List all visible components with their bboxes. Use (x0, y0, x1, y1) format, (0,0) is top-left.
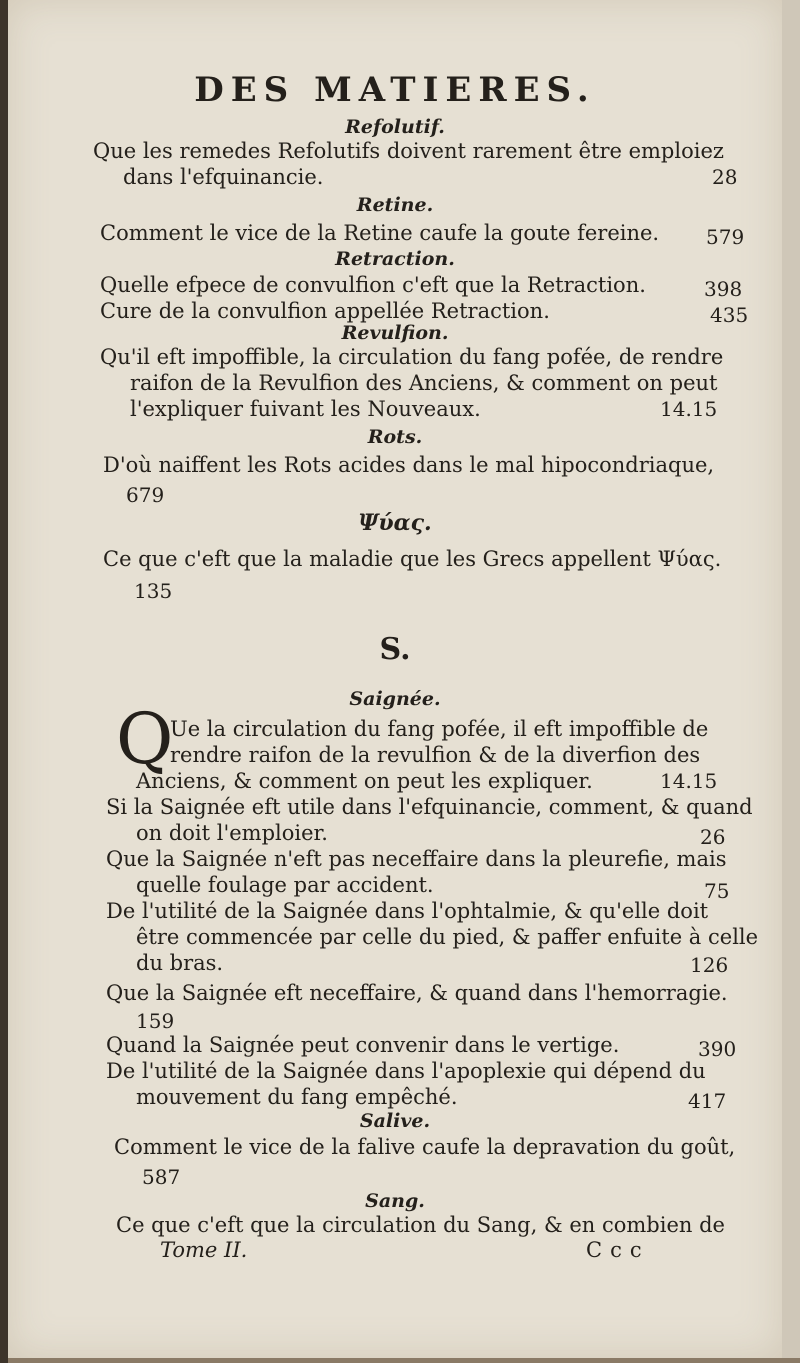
page-number: 28 (712, 165, 738, 189)
entry-line: Qu'il eft impoffible, la circulation du fang pofée, de rendre (100, 345, 724, 369)
entry-line: du bras. (136, 951, 224, 975)
entry-line: dans l'efquinancie. (123, 165, 324, 189)
entry-line: rendre raifon de la revulfion & de la diverfion des (170, 743, 701, 767)
heading-salive: Salive. (359, 1110, 431, 1132)
book-spine (0, 0, 8, 1363)
footer-signature: Ccc (586, 1238, 650, 1262)
page-header: DES MATIERES. (194, 70, 596, 110)
entry-line: Anciens, & comment on peut les expliquer. (136, 769, 593, 793)
entry-line: Cure de la convulfion appellée Retraction. (100, 299, 550, 323)
heading-revulsion: Revulfion. (341, 322, 449, 344)
heading-saignee: Saignée. (349, 688, 441, 710)
page-number: 14.15 (660, 769, 718, 793)
entry-line: Comment le vice de la falive caufe la depravation du goût, (114, 1135, 736, 1159)
entry-line: Ce que c'eft que la circulation du Sang, & en combien de (116, 1213, 725, 1237)
page-number: 398 (704, 277, 743, 301)
page-number: 390 (698, 1037, 737, 1061)
page-number: 587 (142, 1165, 181, 1189)
entry-line: Si la Saignée eft utile dans l'efquinancie, comment, & quand (106, 795, 753, 819)
entry-line: Ue la circulation du fang pofée, il eft impoffible de (170, 717, 709, 741)
drop-cap: Q (116, 698, 174, 780)
page-edge (782, 0, 800, 1363)
book-page (8, 0, 782, 1358)
footer-tome: Tome II. (160, 1238, 248, 1262)
entry-line: être commencée par celle du pied, & paffer enfuite à celle (136, 925, 759, 949)
entry-line: De l'utilité de la Saignée dans l'apoplexie qui dépend du (106, 1059, 706, 1083)
page-bottom-edge (8, 1358, 800, 1363)
entry-line: D'où naiffent les Rots acides dans le mal hipocondriaque, (103, 453, 715, 477)
page-number: 679 (126, 483, 165, 507)
entry-line: Ce que c'eft que la maladie que les Grecs appellent Ψύας. (103, 547, 722, 571)
entry-line: Que la Saignée eft neceffaire, & quand dans l'hemorragie. (106, 981, 728, 1005)
page-number: 14.15 (660, 397, 718, 421)
page-number: 75 (704, 879, 730, 903)
heading-retine: Retine. (356, 194, 434, 216)
section-letter: S. (379, 632, 411, 667)
page-number: 417 (688, 1089, 727, 1113)
heading-resolutif: Refolutif. (345, 116, 445, 138)
entry-line: on doit l'emploier. (136, 821, 328, 845)
entry-line: raifon de la Revulfion des Anciens, & comment on peut (130, 371, 718, 395)
entry-line: mouvement du fang empêché. (136, 1085, 458, 1109)
entry-line: l'expliquer fuivant les Nouveaux. (130, 397, 481, 421)
entry-line: Quand la Saignée peut convenir dans le vertige. (106, 1033, 620, 1057)
page-number: 126 (690, 953, 729, 977)
entry-line: Que la Saignée n'eft pas neceffaire dans la pleurefie, mais (106, 847, 727, 871)
entry-line: quelle foulage par accident. (136, 873, 434, 897)
heading-psuas: Ψύας. (358, 510, 432, 536)
entry-line: Que les remedes Refolutifs doivent rarement être emploiez (93, 139, 724, 163)
page-number: 579 (706, 225, 745, 249)
page-number: 435 (710, 303, 749, 327)
page-number: 26 (700, 825, 726, 849)
heading-rots: Rots. (367, 426, 423, 448)
entry-line: Quelle efpece de convulfion c'eft que la Retraction. (100, 273, 646, 297)
heading-sang: Sang. (365, 1190, 425, 1212)
entry-line: Comment le vice de la Retine caufe la goute fereine. (100, 221, 660, 245)
heading-retraction: Retraction. (335, 248, 455, 270)
page-number: 159 (136, 1009, 175, 1033)
entry-line: De l'utilité de la Saignée dans l'ophtalmie, & qu'elle doit (106, 899, 709, 923)
page-number: 135 (134, 579, 173, 603)
